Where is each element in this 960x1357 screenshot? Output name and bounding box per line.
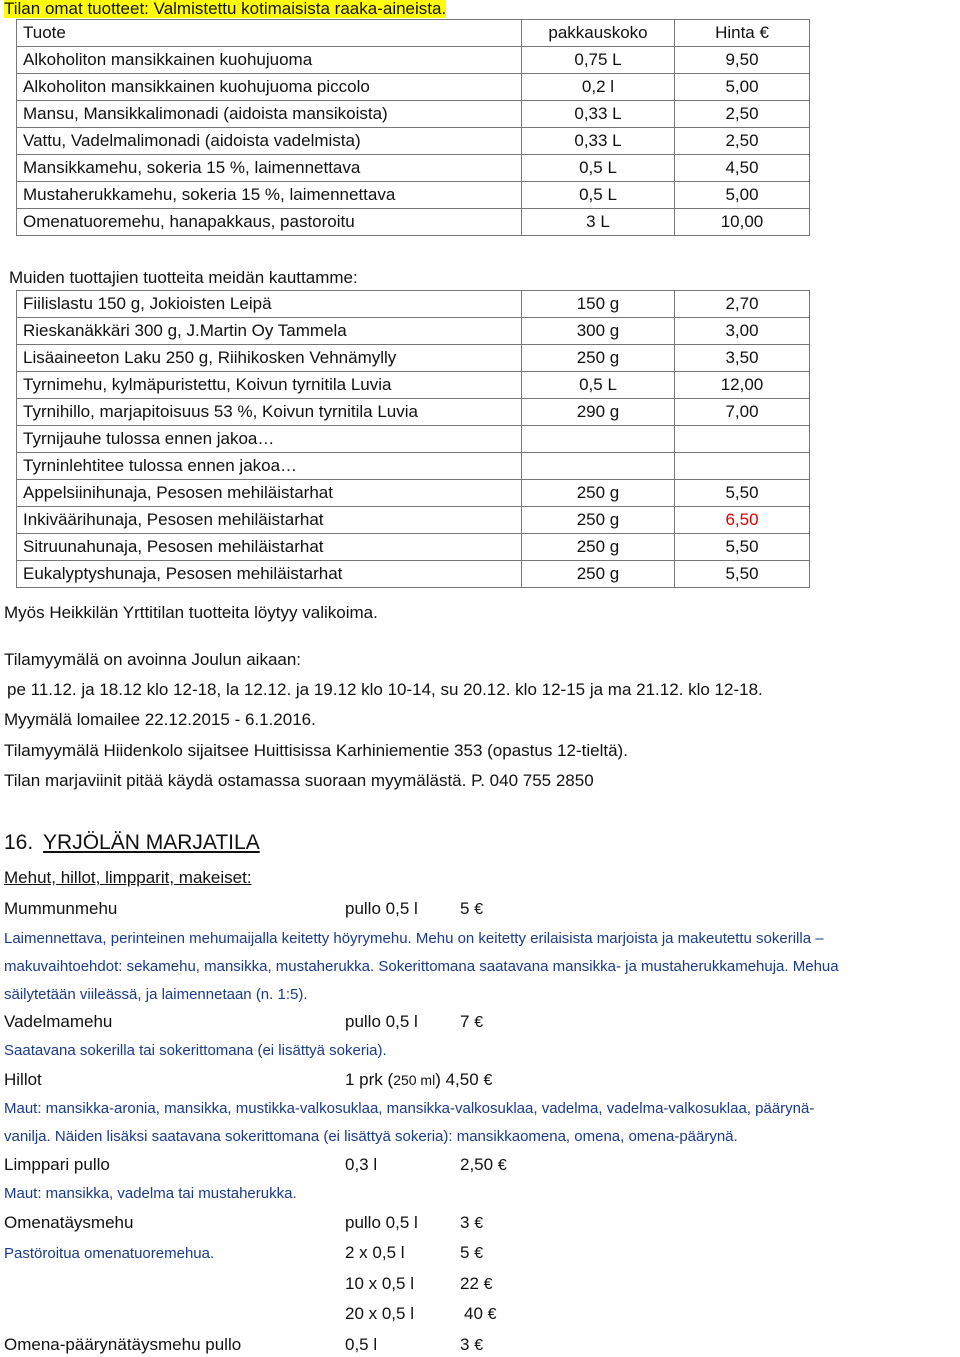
price-cell: 2,70: [675, 291, 810, 318]
package-size-cell: [522, 453, 675, 480]
omena-paaryna-size: 0,5 l: [345, 1335, 378, 1354]
table-row: [17, 155, 810, 182]
product-name-cell: Sitruunahunaja, Pesosen mehiläistarhat: [17, 534, 522, 561]
package-size-cell: 250 g: [522, 480, 675, 507]
euro-icon: €: [474, 1215, 484, 1232]
price-cell: 2,50: [675, 101, 810, 128]
price-cell: 6,50: [675, 507, 810, 534]
vadelmamehu-name: Vadelmamehu: [4, 1012, 113, 1031]
table-row: [17, 507, 810, 534]
price-cell: 5,50: [675, 480, 810, 507]
hillot-desc-1: Maut: mansikka-aronia, mansikka, mustikka-valkosuklaa, mansikka-valkosuklaa, vadelma, vadelma-valkosuklaa, päärynä-: [4, 1100, 815, 1117]
other-producers-table: [16, 290, 810, 588]
price-cell: 5,50: [675, 561, 810, 588]
package-size-cell: 0,2 l: [522, 74, 675, 101]
euro-icon: €: [483, 1072, 493, 1089]
package-size-cell: 300 g: [522, 318, 675, 345]
own-products-table: [16, 19, 810, 236]
package-size-cell: 150 g: [522, 291, 675, 318]
package-size-cell: 250 g: [522, 534, 675, 561]
pack20-size: 20 x 0,5 l: [345, 1304, 414, 1323]
table-row: [17, 399, 810, 426]
omena-paaryna-name: Omena-päärynätäysmehu pullo: [4, 1335, 242, 1354]
package-size-cell: 0,33 L: [522, 128, 675, 155]
section-title: YRJÖLÄN MARJATILA: [43, 831, 260, 854]
package-size-cell: [522, 426, 675, 453]
pack10-size: 10 x 0,5 l: [345, 1274, 414, 1293]
product-name-cell: Tuote: [17, 20, 522, 47]
mummunmehu-price: 5 €: [460, 899, 484, 918]
package-size-cell: pakkauskoko: [522, 20, 675, 47]
table-row: [17, 372, 810, 399]
pastoroitua-desc: Pastöroitua omenatuoremehua.: [4, 1245, 215, 1262]
info-location: Tilamyymälä Hiidenkolo sijaitsee Huittisissa Karhiniementie 353 (opastus 12-tieltä).: [4, 741, 628, 760]
price-cell: 3,50: [675, 345, 810, 372]
header-line: Tilan omat tuotteet: Valmistettu kotimaisista raaka-aineista.: [4, 0, 447, 18]
product-name-cell: Vattu, Vadelmalimonadi (aidoista vadelmista): [17, 128, 522, 155]
vadelmamehu-size: pullo 0,5 l: [345, 1012, 418, 1031]
package-size-cell: 0,5 L: [522, 372, 675, 399]
package-size-cell: 3 L: [522, 209, 675, 236]
hillot-size: 1 prk (250 ml) 4,50 €: [345, 1070, 493, 1089]
package-size-cell: 0,33 L: [522, 101, 675, 128]
price-cell: 5,50: [675, 534, 810, 561]
section-heading: [4, 831, 260, 855]
pastoroitua-price: 5 €: [460, 1243, 484, 1262]
section-number: 16.: [4, 831, 34, 854]
pack10-price: 22 €: [460, 1274, 493, 1293]
price-cell: 3,00: [675, 318, 810, 345]
product-name-cell: Appelsiinihunaja, Pesosen mehiläistarhat: [17, 480, 522, 507]
product-name-cell: Rieskanäkkäri 300 g, J.Martin Oy Tammela: [17, 318, 522, 345]
vadelmamehu-desc: Saatavana sokerilla tai sokerittomana (ei lisättyä sokeria).: [4, 1042, 387, 1059]
product-name-cell: Mansu, Mansikkalimonadi (aidoista mansikoista): [17, 101, 522, 128]
price-cell: 5,00: [675, 74, 810, 101]
euro-icon: €: [474, 1014, 484, 1031]
info-wines: Tilan marjaviinit pitää käydä ostamassa suoraan myymälästä. P. 040 755 2850: [4, 771, 594, 790]
table-row: [17, 128, 810, 155]
info-heikkila: Myös Heikkilän Yrttitilan tuotteita löytyy valikoima.: [4, 603, 378, 622]
product-name-cell: Lisäaineeton Laku 250 g, Riihikosken Vehnämylly: [17, 345, 522, 372]
hillot-name: Hillot: [4, 1070, 42, 1089]
table-row: [17, 291, 810, 318]
limppari-desc: Maut: mansikka, vadelma tai mustaherukka.: [4, 1185, 297, 1202]
price-cell: [675, 453, 810, 480]
price-cell: [675, 426, 810, 453]
info-holiday: Myymälä lomailee 22.12.2015 - 6.1.2016.: [4, 710, 316, 729]
omenataysmehu-size: pullo 0,5 l: [345, 1213, 418, 1232]
omena-paaryna-price: 3 €: [460, 1335, 484, 1354]
omenataysmehu-price: 3 €: [460, 1213, 484, 1232]
product-name-cell: Tyrnijauhe tulossa ennen jakoa…: [17, 426, 522, 453]
pastoroitua-size: 2 x 0,5 l: [345, 1243, 405, 1262]
package-size-cell: 0,5 L: [522, 182, 675, 209]
table-row: [17, 318, 810, 345]
mummunmehu-desc-1: Laimennettava, perinteinen mehumaijalla keitetty höyrymehu. Mehu on keitetty erilaisista marjoista ja makeutettu sokerilla –: [4, 930, 824, 947]
pack20-price: 40 €: [464, 1304, 497, 1323]
package-size-cell: 290 g: [522, 399, 675, 426]
price-cell: Hinta €: [675, 20, 810, 47]
price-cell: 7,00: [675, 399, 810, 426]
price-cell: 10,00: [675, 209, 810, 236]
mummunmehu-desc-3: säilytetään viileässä, ja laimennetaan (n. 1:5).: [4, 986, 308, 1003]
info-opening-hours: pe 11.12. ja 18.12 klo 12-18, la 12.12. ja 19.12 klo 10-14, su 20.12. klo 12-15 ja ma 21.12. klo 12-18.: [7, 680, 763, 699]
table-row: [17, 74, 810, 101]
product-name-cell: Inkiväärihunaja, Pesosen mehiläistarhat: [17, 507, 522, 534]
vadelmamehu-price: 7 €: [460, 1012, 484, 1031]
product-name-cell: Mansikkamehu, sokeria 15 %, laimennettava: [17, 155, 522, 182]
package-size-cell: 250 g: [522, 345, 675, 372]
table-row: [17, 453, 810, 480]
euro-icon: €: [483, 1276, 493, 1293]
product-name-cell: Alkoholiton mansikkainen kuohujuoma piccolo: [17, 74, 522, 101]
package-size-cell: 250 g: [522, 507, 675, 534]
package-size-cell: 0,5 L: [522, 155, 675, 182]
mummunmehu-desc-2: makuvaihtoehdot: sekamehu, mansikka, mustaherukka. Sokerittomana saatavana mansikka- ja mustaherukkamehuja. Mehua: [4, 958, 839, 975]
product-name-cell: Fiilislastu 150 g, Jokioisten Leipä: [17, 291, 522, 318]
table-header-row: [17, 20, 810, 47]
table-row: [17, 101, 810, 128]
euro-icon: €: [474, 1337, 484, 1354]
others-heading: Muiden tuottajien tuotteita meidän kauttamme:: [9, 268, 358, 287]
price-cell: 5,00: [675, 182, 810, 209]
table-row: [17, 561, 810, 588]
limppari-name: Limppari pullo: [4, 1155, 110, 1174]
product-name-cell: Tyrninlehtitee tulossa ennen jakoa…: [17, 453, 522, 480]
euro-icon: €: [474, 1245, 484, 1262]
euro-icon: €: [487, 1306, 497, 1323]
table-row: [17, 480, 810, 507]
omenataysmehu-name: Omenatäysmehu: [4, 1213, 134, 1232]
price-cell: 9,50: [675, 47, 810, 74]
product-name-cell: Alkoholiton mansikkainen kuohujuoma: [17, 47, 522, 74]
price-cell: 4,50: [675, 155, 810, 182]
table-row: [17, 534, 810, 561]
euro-icon: €: [474, 901, 484, 918]
mummunmehu-size: pullo 0,5 l: [345, 899, 418, 918]
table-row: [17, 345, 810, 372]
table-row: [17, 47, 810, 74]
euro-icon: €: [497, 1157, 507, 1174]
product-name-cell: Tyrnimehu, kylmäpuristettu, Koivun tyrnitila Luvia: [17, 372, 522, 399]
price-cell: 12,00: [675, 372, 810, 399]
mummunmehu-name: Mummunmehu: [4, 899, 118, 918]
limppari-price: 2,50 €: [460, 1155, 507, 1174]
product-name-cell: Eukalyptyshunaja, Pesosen mehiläistarhat: [17, 561, 522, 588]
package-size-cell: 250 g: [522, 561, 675, 588]
package-size-cell: 0,75 L: [522, 47, 675, 74]
section-subtitle: Mehut, hillot, limpparit, makeiset:: [4, 868, 252, 887]
hillot-desc-2: vanilja. Näiden lisäksi saatavana sokerittomana (ei lisättyä sokeria): mansikkaomena, omena, omena-päärynä.: [4, 1128, 738, 1145]
product-name-cell: Tyrnihillo, marjapitoisuus 53 %, Koivun tyrnitila Luvia: [17, 399, 522, 426]
limppari-size: 0,3 l: [345, 1155, 378, 1174]
table-row: [17, 182, 810, 209]
table-row: [17, 209, 810, 236]
product-name-cell: Omenatuoremehu, hanapakkaus, pastoroitu: [17, 209, 522, 236]
table-row: [17, 426, 810, 453]
product-name-cell: Mustaherukkamehu, sokeria 15 %, laimennettava: [17, 182, 522, 209]
info-open-heading: Tilamyymälä on avoinna Joulun aikaan:: [4, 650, 302, 669]
price-cell: 2,50: [675, 128, 810, 155]
